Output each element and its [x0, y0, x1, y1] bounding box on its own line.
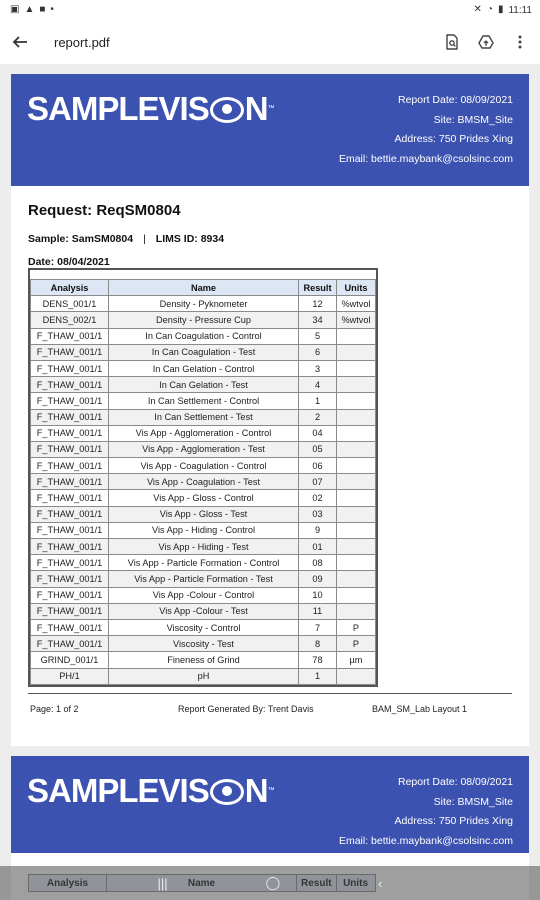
cell-result: 04	[299, 425, 337, 441]
cell-result: 1	[299, 393, 337, 409]
report-email: Email: bettie.maybank@csolsinc.com	[338, 152, 513, 165]
file-title: report.pdf	[54, 34, 110, 50]
table-row	[31, 490, 376, 506]
cell-result: 11	[299, 603, 337, 619]
trademark: ™	[267, 787, 274, 794]
table-row	[31, 458, 376, 474]
sample-date: Date: 08/04/2021	[28, 256, 110, 268]
cell-units	[337, 603, 376, 619]
cell-name: Vis App - Agglomeration - Control	[109, 425, 299, 441]
cell-analysis: DENS_002/1	[31, 312, 109, 328]
cell-units	[337, 377, 376, 393]
cell-analysis: F_THAW_001/1	[31, 636, 109, 652]
table-row	[31, 474, 376, 490]
cell-units: %wtvol	[337, 296, 376, 312]
cell-units	[337, 506, 376, 522]
cell-analysis: F_THAW_001/1	[31, 603, 109, 619]
samplevision-logo-page-2	[27, 772, 274, 810]
report-header	[11, 74, 529, 186]
cell-result: 02	[299, 490, 337, 506]
cell-units	[337, 393, 376, 409]
request-title: Request: ReqSM0804	[28, 202, 181, 219]
cell-analysis: F_THAW_001/1	[31, 409, 109, 425]
cell-units	[337, 539, 376, 555]
cell-units	[337, 425, 376, 441]
status-time: 11:11	[508, 4, 532, 16]
cell-analysis: F_THAW_001/1	[31, 360, 109, 376]
cell-analysis: F_THAW_001/1	[31, 377, 109, 393]
report-address: Address: 750 Prides Xing	[394, 815, 513, 827]
cell-units	[337, 328, 376, 344]
cell-name: Viscosity - Control	[109, 619, 299, 635]
cell-name: Density - Pressure Cup	[109, 312, 299, 328]
status-bar	[0, 0, 540, 20]
page-number: Page: 1 of 2	[30, 704, 79, 714]
recents-icon[interactable]: |||	[157, 875, 168, 891]
table-row	[31, 344, 376, 360]
cell-analysis: F_THAW_001/1	[31, 393, 109, 409]
battery-icon: ▮	[497, 4, 504, 15]
samplevision-logo	[27, 90, 274, 128]
cell-result: 05	[299, 441, 337, 457]
cell-units	[337, 344, 376, 360]
table-row	[31, 619, 376, 635]
cell-name: Fineness of Grind	[109, 652, 299, 668]
results-table-frame	[28, 268, 378, 687]
cell-units: µm	[337, 652, 376, 668]
search-document-icon[interactable]	[438, 28, 466, 56]
report-site: Site: BMSM_Site	[433, 795, 513, 808]
layout-name: BAM_SM_Lab Layout 1	[372, 704, 468, 714]
cell-units	[337, 571, 376, 587]
table-row	[31, 539, 376, 555]
more-options-icon[interactable]	[506, 28, 534, 56]
cell-result: 06	[299, 458, 337, 474]
cell-units	[337, 555, 376, 571]
table-header-row	[31, 280, 376, 296]
cell-result: 01	[299, 539, 337, 555]
cell-analysis: GRIND_001/1	[31, 652, 109, 668]
report-content	[28, 202, 512, 692]
sample-id: Sample: SamSM0804	[28, 233, 134, 245]
table-row	[31, 441, 376, 457]
cell-result: 12	[299, 296, 337, 312]
cell-result: 78	[299, 652, 337, 668]
trademark: ™	[267, 105, 274, 112]
cell-units	[337, 458, 376, 474]
cell-name: Vis App - Coagulation - Control	[109, 458, 299, 474]
table-body	[31, 296, 376, 685]
cell-units	[337, 409, 376, 425]
report-address: Address: 750 Prides Xing	[394, 133, 513, 145]
status-icons-right	[474, 5, 533, 16]
cell-result: 4	[299, 377, 337, 393]
logo-text-start: SAMPLEVIS	[27, 772, 209, 809]
mute-icon: ✕	[473, 4, 482, 15]
app-bar	[0, 20, 540, 64]
cell-analysis: F_THAW_001/1	[31, 474, 109, 490]
cell-name: Vis App - Particle Formation - Control	[109, 555, 299, 571]
cell-analysis: F_THAW_001/1	[31, 506, 109, 522]
dot-icon: •	[50, 4, 54, 15]
logo-text-start: SAMPLEVIS	[27, 90, 209, 127]
cell-units	[337, 360, 376, 376]
cell-name: In Can Gelation - Control	[109, 360, 299, 376]
generated-by: Report Generated By: Trent Davis	[178, 704, 314, 714]
warning-icon: ▲	[24, 4, 35, 15]
table-row	[31, 296, 376, 312]
cell-analysis: F_THAW_001/1	[31, 539, 109, 555]
report-info-page-2	[339, 773, 513, 851]
table-row	[31, 312, 376, 328]
wifi-icon: ◔	[486, 4, 493, 15]
cell-analysis: F_THAW_001/1	[31, 555, 109, 571]
cell-units	[337, 490, 376, 506]
lock-icon: ■	[39, 4, 46, 15]
status-icons-left	[10, 5, 54, 15]
cell-analysis: F_THAW_001/1	[31, 425, 109, 441]
cell-result: 3	[299, 360, 337, 376]
cell-units	[337, 587, 376, 603]
cell-name: In Can Coagulation - Test	[109, 344, 299, 360]
cell-analysis: F_THAW_001/1	[31, 619, 109, 635]
cell-name: Vis App - Agglomeration - Test	[109, 441, 299, 457]
cell-units	[337, 522, 376, 538]
cell-analysis: F_THAW_001/1	[31, 522, 109, 538]
cell-analysis: F_THAW_001/1	[31, 344, 109, 360]
report-date: Report Date: 08/09/2021	[398, 94, 513, 106]
back-arrow-icon[interactable]	[0, 20, 40, 64]
cell-units	[337, 474, 376, 490]
cell-result: 6	[299, 344, 337, 360]
lims-id: LIMS ID: 8934	[155, 233, 225, 245]
cell-result: 08	[299, 555, 337, 571]
col-analysis: Analysis	[31, 280, 109, 296]
cell-result: 8	[299, 636, 337, 652]
table-row	[31, 522, 376, 538]
cell-result: 09	[299, 571, 337, 587]
cell-analysis: PH/1	[31, 668, 109, 684]
table-row	[31, 425, 376, 441]
results-table	[30, 279, 376, 685]
cell-name: Vis App - Hiding - Test	[109, 539, 299, 555]
report-site: Site: BMSM_Site	[433, 113, 513, 126]
gallery-icon: ▣	[10, 4, 20, 15]
cell-analysis: F_THAW_001/1	[31, 458, 109, 474]
cell-units	[337, 441, 376, 457]
cell-name: Vis App - Coagulation - Test	[109, 474, 299, 490]
table-row	[31, 587, 376, 603]
report-info	[339, 91, 513, 169]
report-email: Email: bettie.maybank@csolsinc.com	[338, 834, 513, 847]
logo-text-end: N	[244, 90, 268, 127]
back-nav-icon[interactable]: ‹	[378, 875, 383, 891]
cell-analysis: F_THAW_001/1	[31, 571, 109, 587]
cell-name: Vis App - Gloss - Control	[109, 490, 299, 506]
cell-units	[337, 668, 376, 684]
drive-upload-icon[interactable]	[472, 28, 500, 56]
cell-analysis: F_THAW_001/1	[31, 587, 109, 603]
cell-result: 9	[299, 522, 337, 538]
cell-name: In Can Settlement - Test	[109, 409, 299, 425]
pdf-viewer[interactable]	[0, 64, 540, 900]
report-footer	[28, 693, 512, 714]
col-name: Name	[109, 280, 299, 296]
cell-name: In Can Coagulation - Control	[109, 328, 299, 344]
col-units: Units	[337, 280, 376, 296]
app-actions	[438, 28, 540, 56]
pdf-page-1	[11, 74, 529, 746]
cell-name: Vis App - Hiding - Control	[109, 522, 299, 538]
cell-result: 7	[299, 619, 337, 635]
cell-name: Vis App - Particle Formation - Test	[109, 571, 299, 587]
cell-units: P	[337, 636, 376, 652]
table-row	[31, 506, 376, 522]
table-row	[31, 393, 376, 409]
cell-analysis: F_THAW_001/1	[31, 328, 109, 344]
cell-name: Vis App - Gloss - Test	[109, 506, 299, 522]
cell-analysis: DENS_001/1	[31, 296, 109, 312]
table-row	[31, 603, 376, 619]
cell-name: pH	[109, 668, 299, 684]
table-row	[31, 636, 376, 652]
report-header-page-2	[11, 756, 529, 853]
table-row	[31, 668, 376, 684]
cell-name: In Can Settlement - Control	[109, 393, 299, 409]
cell-result: 34	[299, 312, 337, 328]
home-icon[interactable]: ◯	[265, 875, 281, 890]
table-row	[31, 377, 376, 393]
cell-result: 10	[299, 587, 337, 603]
cell-analysis: F_THAW_001/1	[31, 441, 109, 457]
cell-units: %wtvol	[337, 312, 376, 328]
cell-name: Density - Pyknometer	[109, 296, 299, 312]
separator: |	[143, 233, 146, 245]
cell-result: 03	[299, 506, 337, 522]
col-result: Result	[299, 280, 337, 296]
eye-icon	[210, 779, 244, 805]
table-row	[31, 360, 376, 376]
table-row	[31, 652, 376, 668]
table-row	[31, 409, 376, 425]
cell-analysis: F_THAW_001/1	[31, 490, 109, 506]
report-date: Report Date: 08/09/2021	[398, 776, 513, 788]
table-row	[31, 328, 376, 344]
system-nav-bar	[0, 866, 540, 900]
logo-text-end: N	[244, 772, 268, 809]
cell-units: P	[337, 619, 376, 635]
table-row	[31, 571, 376, 587]
table-row	[31, 555, 376, 571]
cell-result: 2	[299, 409, 337, 425]
cell-name: Viscosity - Test	[109, 636, 299, 652]
cell-name: Vis App -Colour - Test	[109, 603, 299, 619]
sample-line	[28, 233, 512, 245]
cell-result: 1	[299, 668, 337, 684]
eye-icon	[210, 97, 244, 123]
cell-name: Vis App -Colour - Control	[109, 587, 299, 603]
cell-name: In Can Gelation - Test	[109, 377, 299, 393]
cell-result: 5	[299, 328, 337, 344]
cell-result: 07	[299, 474, 337, 490]
